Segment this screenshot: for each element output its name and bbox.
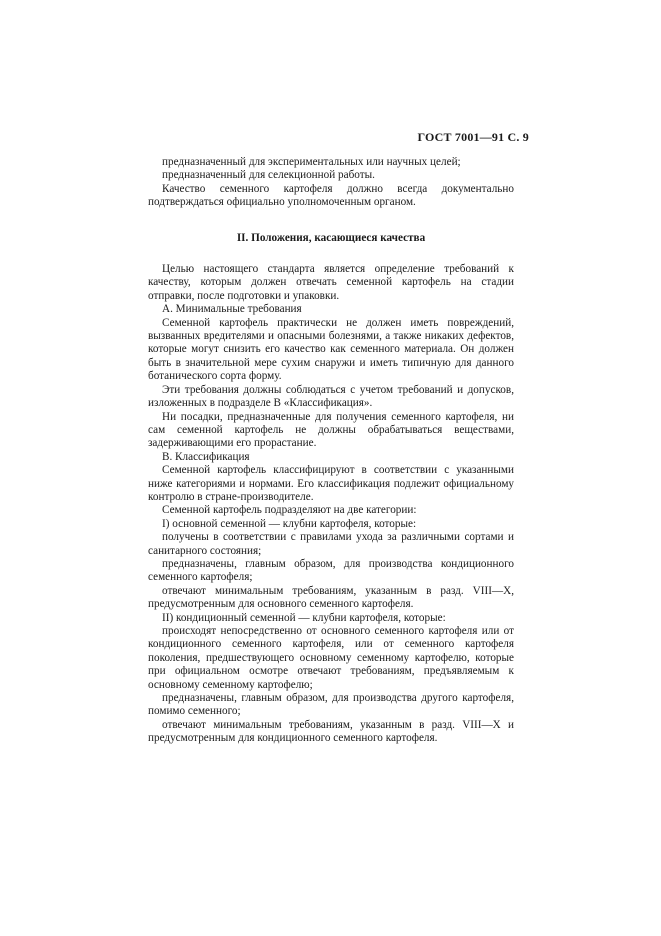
paragraph: предназначенный для экспериментальных или научных целей;	[162, 156, 461, 168]
paragraph: Эти требования должны соблюдаться с учетом требований и допусков, изложенных в подразделе В «Классификация».	[148, 383, 514, 410]
list-item: II) кондиционный семенной — клубни картофеля, которые:	[162, 611, 446, 624]
paragraph: Качество семенного картофеля должно всегда документально подтверждаться официально уполномоченным органом.	[148, 182, 514, 209]
subsection-heading: В. Классификация	[162, 450, 250, 463]
section-title: II. Положения, касающиеся качества	[236, 231, 426, 244]
document-body	[148, 156, 514, 746]
paragraph: происходят непосредственно от основного семенного картофеля или от кондиционного семенного картофеля, или от семенного картофеля поколения, предшествующего основному семенному картофелю, которые при официальном осмотре отвечают требованиям, предъявляемым к основному семенному картофелю;	[148, 625, 514, 691]
list-item: I) основной семенной — клубни картофеля, которые:	[162, 517, 417, 530]
paragraph: отвечают минимальным требованиям, указанным в разд. VIII—X, предусмотренным для основного семенного картофеля.	[148, 584, 514, 611]
paragraph: предназначены, главным образом, для производства кондиционного семенного картофеля;	[148, 557, 514, 584]
paragraph: Семенной картофель классифицируют в соответствии с указанными ниже категориями и нормами. Его классификация подлежит официальному контролю в стране-производителе.	[148, 464, 514, 503]
paragraph: предназначены, главным образом, для производства другого картофеля, помимо семенного;	[148, 692, 514, 718]
paragraph: Семенной картофель практически не должен иметь повреждений, вызванных вредителями и опасными болезнями, а также никаких дефектов, которые могут снизить его качество как семенного материала. Он должен быть в значительной мере сухим снаружи и иметь типичную для данного ботанического сорта форму.	[148, 316, 514, 383]
paragraph: Семенной картофель подразделяют на две категории:	[162, 504, 417, 517]
paragraph: Ни посадки, предназначенные для получения семенного картофеля, ни сам семенной картофель не должны обрабатываться веществами, задерживающими его прорастание.	[148, 410, 514, 450]
page-header: ГОСТ 7001—91 С. 9	[417, 130, 529, 144]
paragraph: отвечают минимальным требованиям, указанным в разд. VIII—X и предусмотренным для кондиционного семенного картофеля.	[148, 718, 514, 745]
paragraph: предназначенный для селекционной работы.	[162, 169, 375, 182]
paragraph: Целью настоящего стандарта является определение требований к качеству, которым должен отвечать семенной картофель на стадии отправки, после подготовки и упаковки.	[148, 263, 514, 302]
subsection-heading: А. Минимальные требования	[162, 303, 302, 316]
paragraph: получены в соответствии с правилами ухода за различными сортами и санитарного состояния;	[148, 531, 514, 557]
